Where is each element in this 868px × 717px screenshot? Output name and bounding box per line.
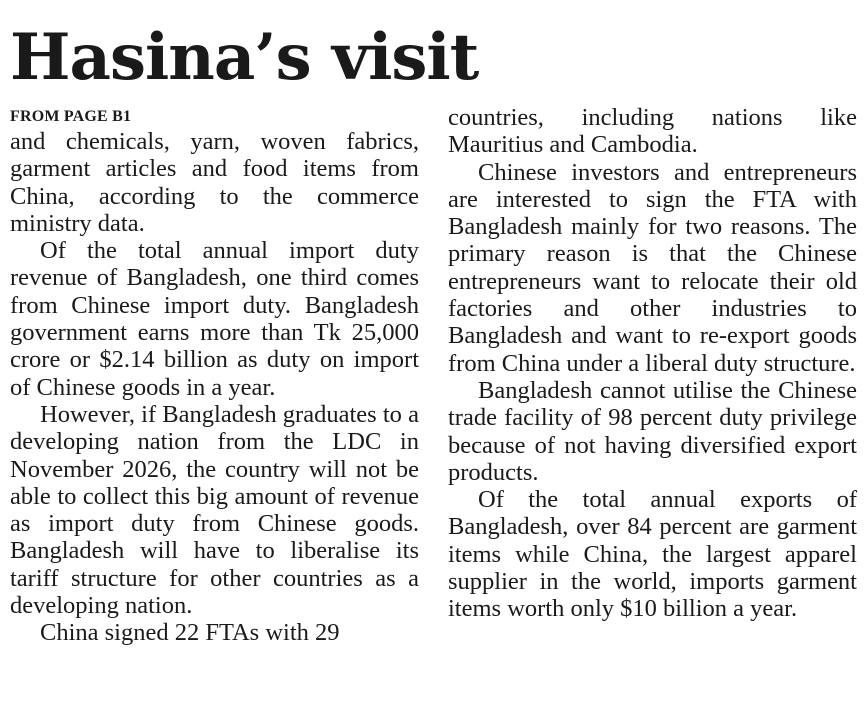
article-headline: Hasina’s visit (10, 20, 479, 95)
paragraph: countries, including nations like Mauritius and Cambodia. (448, 104, 857, 159)
paragraph: China signed 22 FTAs with 29 (40, 619, 340, 647)
paragraph: Of the total annual import duty revenue of Bangladesh, one third comes from Chinese import duty. Bangladesh government earns more than Tk 25,000 crore or $2.14 billion as duty on import of Chinese goods in a year. (10, 237, 419, 401)
right-text-column (448, 104, 857, 623)
paragraph: Bangladesh cannot utilise the Chinese trade facility of 98 percent duty privilege because of not having diversified export products. (448, 376, 857, 486)
paragraph: However, if Bangladesh graduates to a developing nation from the LDC in November 2026, the country will not be able to collect this big amount of revenue as import duty from Chinese goods. Bangladesh will have to liberalise its tariff structure for other countries as a developing nation. (10, 400, 419, 620)
paragraph: Of the total annual exports of Bangladesh, over 84 percent are garment items while China, the largest apparel supplier in the world, imports garment items worth only $10 billion a year. (448, 486, 857, 623)
paragraph: Chinese investors and entrepreneurs are interested to sign the FTA with Bangladesh mainly for two reasons. The primary reason is that the Chinese entrepreneurs want to relocate their old factories and other industries to Bangladesh and want to re-export goods from China under a liberal duty structure. (448, 158, 857, 377)
left-text-column (10, 106, 419, 647)
continued-from-label: FROM PAGE B1 (10, 108, 132, 125)
paragraph: and chemicals, yarn, woven fabrics, garment articles and food items from China, according to the commerce ministry data. (10, 128, 419, 237)
